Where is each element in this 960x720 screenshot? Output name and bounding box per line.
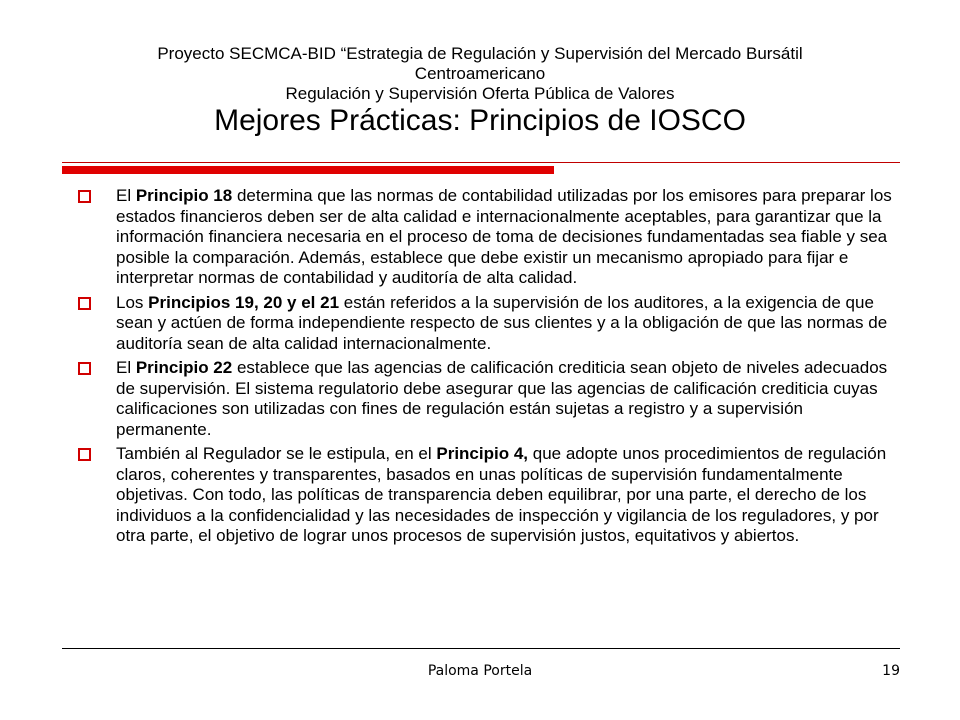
square-bullet-icon	[78, 190, 91, 203]
footer-author: Paloma Portela	[427, 663, 533, 679]
page-number: 19	[882, 663, 900, 679]
bullet-text-post: que adopte unos procedimientos de regulación claros, coherentes y transparentes, basados en unas políticas de supervisión fundamentalmente objetivas. Con todo, las políticas de transparencia deben equilibrar, por una parte, el derecho de los individuos a la confidencialidad y las necesidades de inspección y vigilancia de los reguladores, y por otra parte, el objetivo de lograr unos procesos de supervisión justos, equitativos y abiertos.	[116, 444, 887, 545]
slide-title: Mejores Prácticas: Principios de IOSCO	[214, 104, 746, 137]
square-bullet-icon	[78, 297, 91, 310]
bullet-item	[78, 444, 900, 547]
bullet-item	[78, 186, 900, 289]
bullet-text-bold: Principio 4,	[436, 444, 529, 463]
bullet-text-pre: Los	[116, 292, 149, 312]
title-underline-thick	[62, 166, 554, 174]
slide-header	[0, 44, 960, 138]
bullet-item	[78, 293, 900, 355]
bullet-text-bold: Principio 18	[135, 186, 233, 205]
bullet-text-pre: También al Regulador se le estipula, en el	[116, 444, 437, 463]
bullet-item	[78, 358, 900, 440]
footer-divider	[62, 648, 900, 649]
bullet-text-post: establece que las agencias de calificación crediticia sean objeto de niveles adecuados de supervisión. El sistema regulatorio debe asegurar que las agencias de calificación crediticia cuyas calificaciones son utilizadas con fines de regulación están sujetas a registro y a supervisión permanente.	[116, 358, 888, 439]
square-bullet-icon	[78, 448, 91, 461]
bullet-text-bold: Principio 22	[135, 358, 233, 377]
bullet-text-post: están referidos a la supervisión de los auditores, a la exigencia de que sean y actúen de forma independiente respecto de sus clientes y a la obligación de que las normas de auditoría sean de alta calidad internacionalmente.	[116, 292, 888, 353]
bullet-text-bold: Principios 19, 20 y el 21	[148, 292, 340, 312]
square-bullet-icon	[78, 362, 91, 375]
bullet-text-post: determina que las normas de contabilidad utilizadas por los emisores para preparar los estados financieros deben ser de alta calidad e internacionalmente aceptables, para garantizar que la información financiera necesaria en el proceso de toma de decisiones fundamentadas sea fiable y sea posible la comparación. Además, establece que debe existir un mecanismo apropiado para fijar e interpretar normas de contabilidad y auditoría de alta calidad.	[116, 186, 892, 287]
title-underline-thin	[62, 162, 900, 163]
project-line: Proyecto SECMCA-BID “Estrategia de Regulación y Supervisión del Mercado Bursátil	[157, 44, 803, 63]
subtitle: Regulación y Supervisión Oferta Pública de Valores	[285, 84, 675, 103]
bullet-text-pre: El	[116, 186, 136, 205]
bullet-text-pre: El	[116, 358, 136, 377]
bullet-list	[78, 186, 900, 551]
project-line-continued: Centroamericano	[414, 64, 546, 83]
